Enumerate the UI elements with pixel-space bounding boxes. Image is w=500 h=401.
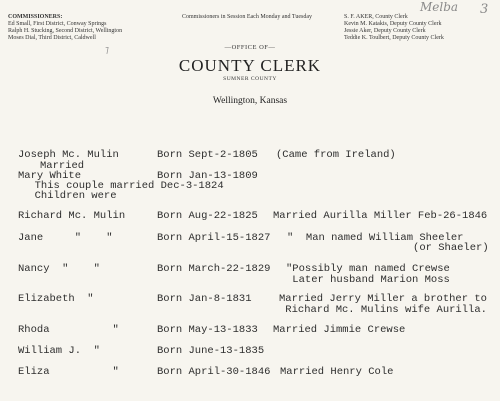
commissioner-3: Moses Dial, Third District, Caldwell (8, 35, 96, 41)
record-name-10: Elizabeth " (18, 293, 94, 305)
commissioner-1: Ed Small, First District, Conway Springs (8, 21, 107, 27)
record-name-2: Mary White (18, 170, 82, 182)
record-name-8: Nancy " " (18, 263, 100, 275)
record-born-10: Born Jan-8-1831 (157, 293, 252, 305)
record-name-14: Eliza " (18, 366, 119, 378)
record-note-14: Married Henry Cole (280, 366, 394, 378)
record-note-7: (or Shaeler) (287, 242, 489, 254)
city-label: Wellington, Kansas (212, 96, 288, 106)
record-born-5: Born Aug-22-1825 (157, 210, 258, 222)
record-note-5: Married Aurilla Miller Feb-26-1846 (273, 210, 488, 222)
staff-block (344, 14, 474, 42)
county-label: SUMNER COUNTY (223, 76, 277, 82)
record-note-6: " Man named William Sheeler (287, 232, 464, 244)
staff-1: S. F. AKER, County Clerk (344, 14, 408, 20)
record-name-3: This couple married Dec-3-1824 (22, 180, 224, 192)
commissioners-block (8, 14, 148, 42)
record-name-0: Joseph Mc. Mulin (18, 149, 119, 161)
record-born-14: Born April-30-1846 (157, 366, 271, 378)
session-note: Commissioners in Session Each Monday and Tuesday (182, 14, 312, 20)
record-born-0: Born Sept-2-1805 (157, 149, 258, 161)
record-name-4: Children were (22, 190, 117, 202)
pencil-number: 3 (480, 2, 489, 17)
record-note-9: Later husband Marion Moss (286, 274, 450, 286)
record-note-0: (Came from Ireland) (276, 149, 396, 161)
record-born-12: Born May-13-1833 (157, 324, 258, 336)
record-note-10: Married Jerry Miller a brother to (279, 293, 487, 305)
commissioners-title: COMMISSIONERS: (8, 14, 63, 20)
record-name-13: William J. " (18, 345, 100, 357)
record-note-11: Richard Mc. Mulins wife Aurilla. (279, 304, 487, 316)
commissioner-2: Ralph H. Stucking, Second District, Wellington (8, 28, 123, 34)
record-born-8: Born March-22-1829 (157, 263, 271, 275)
office-of-label: —OFFICE OF— (224, 44, 276, 51)
staff-2: Kevin M. Katakis, Deputy County Clerk (344, 21, 442, 27)
record-name-1: Married (40, 160, 85, 172)
record-note-12: Married Jimmie Crewse (273, 324, 406, 336)
record-born-13: Born June-13-1835 (157, 345, 265, 357)
record-born-2: Born Jan-13-1809 (157, 170, 258, 182)
staff-3: Jessie Aker, Deputy County Clerk (344, 28, 426, 34)
staff-4: Teddie K. Toulbert, Deputy County Clerk (344, 35, 444, 41)
pencil-note: Melba (420, 0, 459, 14)
record-born-6: Born April-15-1827 (157, 232, 271, 244)
pencil-mark: ˥ (104, 46, 109, 57)
record-name-6: Jane " " (18, 232, 113, 244)
record-name-5: Richard Mc. Mulin (18, 210, 126, 222)
record-name-12: Rhoda " (18, 324, 119, 336)
record-note-8: "Possibly man named Crewse (286, 263, 450, 275)
page-title: COUNTY CLERK (178, 56, 322, 75)
